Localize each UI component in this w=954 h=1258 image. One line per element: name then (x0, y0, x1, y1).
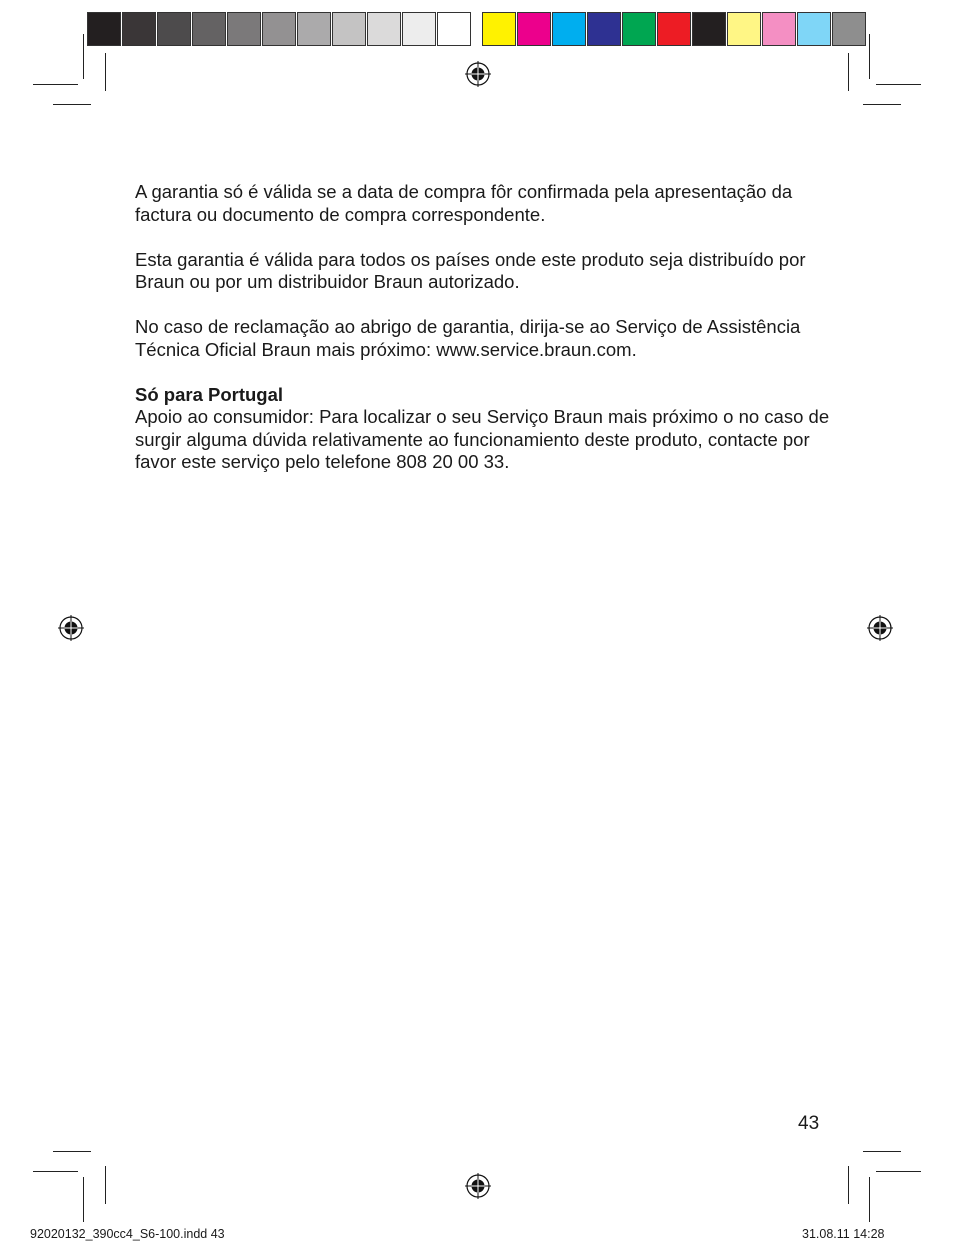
color-swatch (657, 12, 691, 46)
color-swatch (552, 12, 586, 46)
color-swatch (622, 12, 656, 46)
slug-file: 92020132_390cc4_S6-100.indd 43 (30, 1227, 225, 1241)
crop-mark (848, 1166, 849, 1204)
color-swatch (227, 12, 261, 46)
crop-mark (876, 1171, 921, 1172)
crop-mark (848, 53, 849, 91)
crop-mark (53, 1151, 91, 1152)
color-swatch (437, 12, 471, 46)
process-color-bar (482, 12, 867, 46)
color-swatch (587, 12, 621, 46)
crop-mark (863, 104, 901, 105)
color-swatch (482, 12, 516, 46)
slug-datetime: 31.08.11 14:28 (802, 1227, 885, 1241)
crop-mark (83, 1177, 84, 1222)
crop-mark (105, 1166, 106, 1204)
crop-mark (869, 1177, 870, 1222)
color-swatch (157, 12, 191, 46)
crop-mark (53, 104, 91, 105)
color-swatch (297, 12, 331, 46)
color-swatch (797, 12, 831, 46)
crop-mark (876, 84, 921, 85)
color-swatch (762, 12, 796, 46)
color-swatch (402, 12, 436, 46)
color-swatch (367, 12, 401, 46)
registration-mark-icon (465, 1173, 491, 1199)
color-swatch (517, 12, 551, 46)
crop-mark (33, 1171, 78, 1172)
color-swatch (192, 12, 226, 46)
crop-mark (863, 1151, 901, 1152)
color-swatch (727, 12, 761, 46)
color-swatch (122, 12, 156, 46)
portugal-heading: Só para Portugal (135, 383, 284, 405)
color-swatch (692, 12, 726, 46)
portugal-text: Apoio ao consumidor: Para localizar o seu Serviço Braun mais próximo o no caso de surgir alguma dúvida relativamente ao funcionamiento deste produto, contacte por favor este serviço pelo telefone 808 20 00 33. (135, 406, 830, 472)
registration-mark-icon (58, 615, 84, 641)
registration-mark-icon (465, 61, 491, 87)
color-swatch (87, 12, 121, 46)
gray-scale-bar (87, 12, 472, 46)
warranty-text (135, 181, 835, 496)
warranty-paragraph-3: No caso de reclamação ao abrigo de garantia, dirija-se ao Serviço de Assistência Técnica Oficial Braun mais próximo: www.service.braun.com. (135, 316, 801, 360)
page-number: 43 (798, 1113, 820, 1134)
warranty-paragraph-2: Esta garantia é válida para todos os países onde este produto seja distribuído por Braun ou por um distribuidor Braun autorizado. (135, 248, 806, 292)
color-swatch (832, 12, 866, 46)
registration-mark-icon (867, 615, 893, 641)
portugal-section (135, 384, 835, 474)
crop-mark (83, 34, 84, 79)
crop-mark (105, 53, 106, 91)
warranty-paragraph-1: A garantia só é válida se a data de compra fôr confirmada pela apresentação da factura ou documento de compra correspondente. (135, 181, 793, 225)
color-swatch (332, 12, 366, 46)
crop-mark (869, 34, 870, 79)
crop-mark (33, 84, 78, 85)
color-swatch (262, 12, 296, 46)
